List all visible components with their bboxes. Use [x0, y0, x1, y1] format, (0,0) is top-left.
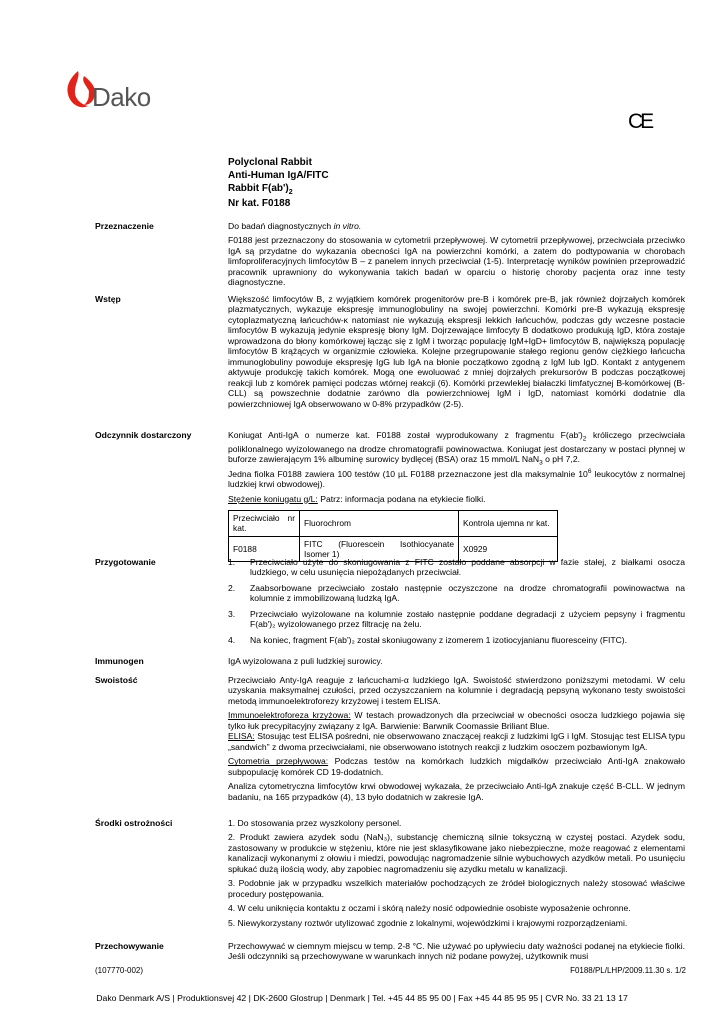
section-label: Immunogen	[95, 656, 144, 666]
catalog-table	[228, 510, 558, 562]
paragraph: Koniugat Anti-IgA o numerze kat. F0188 został wyprodukowany z fragmentu $F(ab')_2$ króliczego przeciwciała poliklonalnego wyizolowanego na drodze chromatografii powinowactwa. Koniugat jest dostarczany w postaci płynnej w buforze zawierającym 1% albuminę surowicy bydlęcej (BSA) oraz 15 mmol/L NaN$_3$ o pH 7,2. Jedna fiolka F0188 zawiera 100 testów (10 µL F0188 przeznaczone jest dla maksymalnie $10^6$ leukocytów z normalnej ludzkiej krwi obwodowej).	[228, 430, 686, 490]
paragraph: Do badań diagnostycznych in vitro.	[228, 221, 362, 231]
section-label: Wstęp	[95, 294, 121, 304]
section-label: Przechowywanie	[95, 941, 164, 951]
section-label: Odczynnik dostarczony	[95, 430, 192, 440]
section-odczynnik	[95, 430, 685, 562]
title-line-1: Polyclonal Rabbit	[228, 157, 312, 168]
paragraph: Analiza cytometryczna limfocytów krwi obwodowej wykazała, że przeciwciało Anti-IgA znakuje część B-CLL. W jednym badaniu, na 165 przypadków (4), 13 było dodatnich w zakresie IgA.	[228, 781, 685, 802]
list-item: 5. Niewykorzystany roztwór utylizować zgodnie z lokalnymi, wojewódzkimi i krajowymi rozporządzeniami.	[228, 917, 628, 928]
table-header: Przeciwciało nr kat.	[229, 511, 300, 537]
list-item: 4. Na koniec, fragment F(ab')₂ został skoniugowany z izomerem 1 izotiocyjanianu fluoresceiny (FITC).	[228, 634, 628, 645]
section-label: Przygotowanie	[95, 557, 156, 567]
paragraph: Większość limfocytów B, z wyjątkiem komórek progenitorów pre-B i komórek pre-B, jak również dojrzałych komórek plazmatycznych, wykazuje ekspresję immunoglobuliny na swojej powierzchni. Komórki pre-B wykazują ekspresję cytoplazmatyczną łańcuchów-κ natomiast nie wykazują ekspresji lekkich łańcuchów, podczas gdy wczesne postacie limfocytów B wykazują jedynie ekspresję błony IgM. Dojrzewające limfocyty B dodatkowo produkują IgD, która zostaje wprowadzona do błony komórkowej łącząc się z IgM i tworząc populację IgM+IgD+ limfocytów B, największą populację limfocytów B krążących w organizmie człowieka. Kolejne przegrupowanie stałego regionu genów ciężkiego łańcucha immunoglobuliny powoduje ekspresję IgG lub IgA na błonie początkowo zgodną z IgM lub IgD. Kontakt z antygenem aktywuje produkcję takich komórek. Mogą one ewoluować z mniej dojrzałych prekursorów B podczas początkowej reakcji lub z komórek pamięci podczas wtórnej reakcji (6). Komórki przewlekłej białaczki limfatycznej B-komórkowej (B-CLL) są powszechnie dodatnie zarówno dla powierzchniowej IgM i IgD, natomiast komórki dodatnie dla powierzchniowej IgA obserwowano w 0-8% przypadków (2-5).	[228, 294, 685, 409]
section-swoistosc	[95, 675, 685, 806]
table-cell: F0188	[229, 536, 300, 562]
section-label: Przeznaczenie	[95, 221, 154, 231]
paragraph: Immunoelektroforeza krzyżowa: W testach prowadzonych dla przeciwciał w obecności osocza ludzkiego pojawia się tylko łuk precypitacyjny związany z IgA. Barwienie: Barwnik Coomassie Briliant Blue. ELISA: Stosując test ELISA pośredni, nie obserwowano znaczącej reakcji z ludzkimi IgG i IgM. Stosując test ELISA typu „sandwich” z dwoma przeciwciałami, nie obserwowano istotnych reakcji z ludzkim osoczem pozbawionym IgA.	[228, 710, 685, 752]
product-title	[228, 156, 329, 210]
section-label: Środki ostrożności	[95, 818, 173, 828]
paragraph: F0188 jest przeznaczony do stosowania w cytometrii przepływowej. W cytometrii przepływowej, przeciwciała przeciwko IgA są przydatne do wykazania obecności IgA na powierzchni komórki, a zatem do podtypowania w chorobach limfoproliferacyjnych limfocytów B – z panelem innych przeciwciał (1-5). Interpretację wyników powinien przeprowadzić pracownik uprawniony do wykonywania takich badań w oparciu o historię choroby pacjenta oraz inne testy diagnostyczne.	[228, 235, 685, 288]
list-item: 2. Zaabsorbowane przeciwciało zostało następnie oczyszczone na drodze chromatografii powinowactwa na kolumnie z immobilizowaną ludzką IgA.	[228, 582, 685, 604]
section-przygotowanie	[95, 557, 685, 650]
footer-doc-number: (107770-002)	[95, 966, 144, 975]
title-line-2: Anti-Human IgA/FITC	[228, 170, 329, 181]
section-przechowywanie	[95, 941, 685, 966]
list-item: 3. Podobnie jak w przypadku wszelkich materiałów pochodzących ze źródeł biologicznych należy stosować właściwe procedury postępowania.	[228, 878, 685, 899]
company-address: Dako Denmark A/S | Produktionsvej 42 | DK-2600 Glostrup | Denmark | Tel. +45 44 85 95 00 | Fax +45 44 85 95 95 | CVR No. 33 21 13 17	[96, 993, 628, 1003]
paragraph: Cytometria przepływowa: Podczas testów na komórkach ludzkich migdałków przeciwciało Anti-IgA znakowało subpopulację komórek CD 19-dodatnich.	[228, 756, 685, 777]
section-srodki	[95, 818, 685, 932]
list-item: 3. Przeciwciało wyizolowane na kolumnie zostało następnie poddane degradacji z użyciem pepsyny i fragmentu F(ab')₂ wyizolowanego przez filtrację na żelu.	[228, 608, 685, 630]
paragraph: Stężenie koniugatu g/L: Patrz: informacja podana na etykiecie fiolki.	[228, 493, 486, 504]
paragraph: Przechowywać w ciemnym miejscu w temp. 2-8 °C. Nie używać po upływieciu daty ważności podanej na etykiecie fiolki. Jeśli odczynniki są przechowywane w warunkach innych niż podane powyżej, użytkownik musi	[228, 941, 685, 962]
section-przeznaczenie	[95, 221, 685, 292]
preparation-list	[228, 557, 685, 645]
table-cell: FITC (Fluorescein Isothiocyanate Isomer 1)	[300, 536, 459, 562]
table-header-row	[229, 511, 558, 537]
table-header: Fluorochrom	[300, 511, 459, 537]
table-header: Kontrola ujemna nr kat.	[459, 511, 558, 537]
section-wstep	[95, 294, 685, 413]
list-item: 2. Produkt zawiera azydek sodu (NaN₃), substancję chemiczną silnie toksyczną w czystej postaci. Azydek sodu, zastosowany w produkcie w stężeniu, które nie jest sklasyfikowane jako niebezpieczne, może reagować z elementami kanalizacji wykonanymi z ołowiu i miedzi, powodując nagromadzenie silnie wybuchowych azydków metali. Po usunięciu spłukać dużą ilością wody, aby zapobiec nagromadzeniu się azydku metalu w kanalizacji.	[228, 832, 685, 874]
list-item: 1. Do stosowania przez wyszkolony personel.	[228, 818, 402, 828]
list-item: 1. Przeciwciało użyte do skoniugowania z FITC zostało poddane absorpcji w fazie stałej, z białkami osocza ludzkiego, w celu usunięcia niepożądanych przeciwciał.	[228, 557, 685, 578]
title-line-4: Nr kat. F0188	[228, 198, 291, 210]
section-label: Swoistość	[95, 675, 138, 685]
ce-mark: CE	[628, 110, 652, 133]
paragraph: Przeciwciało Anty-IgA reaguje z łańcuchami-α ludzkiego IgA. Swoistość stwierdzono poniższymi metodami. W celu uzyskania maksymalnej czułości, przed oczyszczaniem na kolumnie i degradacją pepsyną wykonano testy swoistości metodą immunoelektroforezy krzyżowej i testem ELISA.	[228, 675, 685, 706]
paragraph: IgA wyizolowana z puli ludzkiej surowicy.	[228, 656, 383, 666]
section-immunogen	[95, 656, 685, 670]
title-line-3: Rabbit $F(ab')_2$	[228, 183, 293, 196]
footer-page-info: F0188/PL/LHP/2009.11.30 s. 1/2	[570, 966, 686, 975]
list-item: 4. W celu uniknięcia kontaktu z oczami i skórą należy nosić odpowiednie osobiste wyposażenie ochronne.	[228, 903, 631, 914]
table-cell: X0929	[459, 536, 558, 562]
logo-text: Dako	[92, 82, 151, 112]
